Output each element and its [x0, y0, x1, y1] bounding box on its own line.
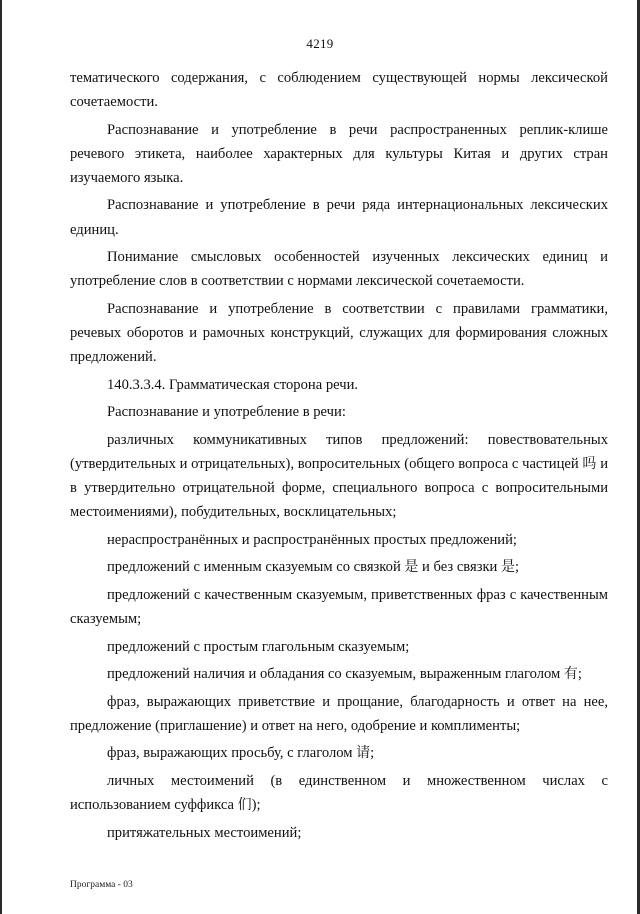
scan-border-left [0, 0, 2, 914]
list-item: притяжательных местоимений; [107, 824, 302, 841]
paragraph: Распознавание и употребление в речи ряда интернациональных лексических единиц. [70, 197, 608, 238]
list-item: фраз, выражающих просьбу, с глаголом 请; [107, 745, 375, 762]
document-body [70, 66, 608, 845]
paragraph: тематического содержания, с соблюдением существующей нормы лексической сочетаемости. [70, 70, 608, 111]
list-item: предложений наличия и обладания со сказуемым, выраженным глаголом 有; [107, 666, 582, 683]
list-item: различных коммуникативных типов предложений: повествовательных (утвердительных и отрицательных), вопросительных (общего вопроса с частицей 吗 и в утвердительно отрицательной форме, специального вопроса с вопросительными местоимениями), побудительных, восклицательных; [70, 431, 609, 521]
chinese-character: 们 [237, 797, 252, 814]
chinese-character: 是 [404, 559, 419, 576]
list-item: нераспространённых и распространённых простых предложений; [107, 531, 517, 548]
list-item: предложений с качественным сказуемым, приветственных фраз с качественным сказуемым; [70, 586, 608, 627]
chinese-character: 请 [356, 745, 371, 762]
paragraph: Распознавание и употребление в соответствии с правилами грамматики, речевых оборотов и рамочных конструкций, служащих для формирования сложных предложений. [70, 300, 608, 366]
list-item: фраз, выражающих приветствие и прощание, благодарность и ответ на нее, предложение (приглашение) и ответ на него, одобрение и комплименты; [70, 693, 608, 734]
paragraph: Распознавание и употребление в речи: [107, 404, 346, 421]
chinese-character: 是 [501, 559, 516, 576]
list-item: предложений с именным сказуемым со связкой 是 и без связки 是; [107, 559, 520, 576]
page-number: 4219 [306, 36, 334, 51]
list-item: предложений с простым глагольным сказуемым; [107, 638, 410, 655]
list-item: личных местоимений (в единственном и множественном числах с использованием суффикса 们); [70, 773, 608, 814]
section-heading: 140.3.3.4. Грамматическая сторона речи. [107, 376, 359, 393]
paragraph: Распознавание и употребление в речи распространенных реплик-клише речевого этикета, наиболее характерных для культуры Китая и других стран изучаемого языка. [70, 121, 608, 186]
paragraph: Понимание смысловых особенностей изученных лексических единиц и употребление слов в соответствии с нормами лексической сочетаемости. [70, 249, 608, 290]
chinese-character: 吗 [582, 455, 597, 472]
footer-label: Программа - 03 [70, 880, 133, 890]
chinese-character: 有 [563, 666, 578, 683]
